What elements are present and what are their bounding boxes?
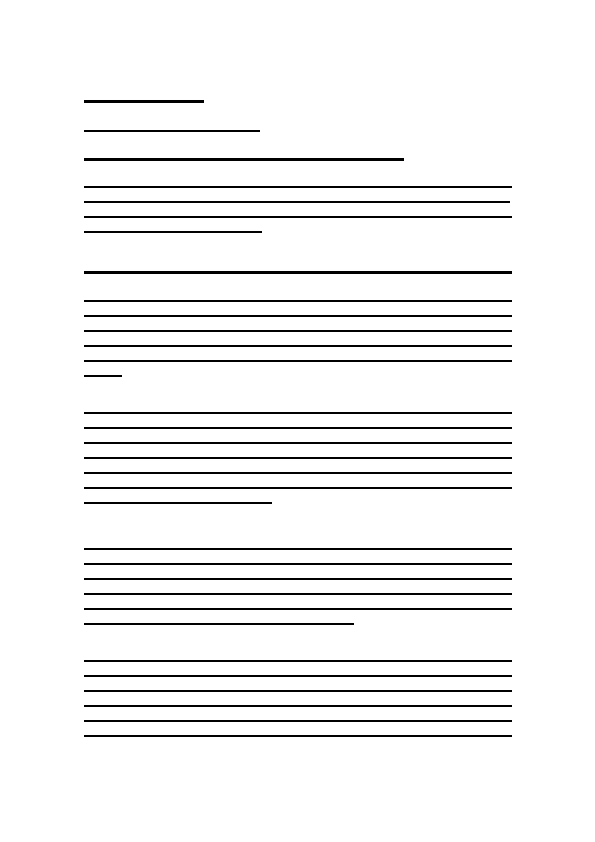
text-line: [84, 427, 512, 429]
text-line: [84, 690, 512, 692]
paragraph-3: [84, 300, 512, 390]
text-line: [84, 608, 512, 610]
text-line: [84, 578, 512, 580]
text-line: [84, 442, 512, 444]
text-line: [84, 735, 512, 737]
text-line: [84, 375, 512, 377]
text-line: [84, 412, 512, 414]
text-line: [84, 487, 512, 489]
text-line: [84, 330, 512, 332]
text-line: [84, 315, 512, 317]
text-line: [84, 548, 512, 550]
text-line: [84, 472, 512, 474]
paragraph-1: [84, 186, 512, 246]
text-line: [84, 502, 512, 504]
text-line: [84, 186, 512, 188]
text-line: [84, 345, 512, 347]
text-line: [84, 271, 512, 273]
paragraph-6: [84, 660, 512, 750]
section-heading: [84, 158, 512, 173]
text-line: [84, 593, 512, 595]
text-line: [84, 231, 512, 233]
text-line: [84, 675, 512, 677]
text-line: [84, 705, 512, 707]
paragraph-4: [84, 412, 512, 517]
text-line: [84, 360, 512, 362]
text-line: [84, 457, 512, 459]
text-line: [84, 720, 512, 722]
text-line: [84, 660, 512, 662]
text-line: [84, 623, 512, 625]
text-line: [84, 216, 512, 218]
paragraph-5: [84, 548, 512, 638]
text-line: [84, 300, 512, 302]
text-line: [84, 563, 512, 565]
title: [84, 100, 512, 115]
subtitle: [84, 130, 512, 145]
text-line: [84, 201, 512, 203]
paragraph-2: [84, 271, 512, 286]
